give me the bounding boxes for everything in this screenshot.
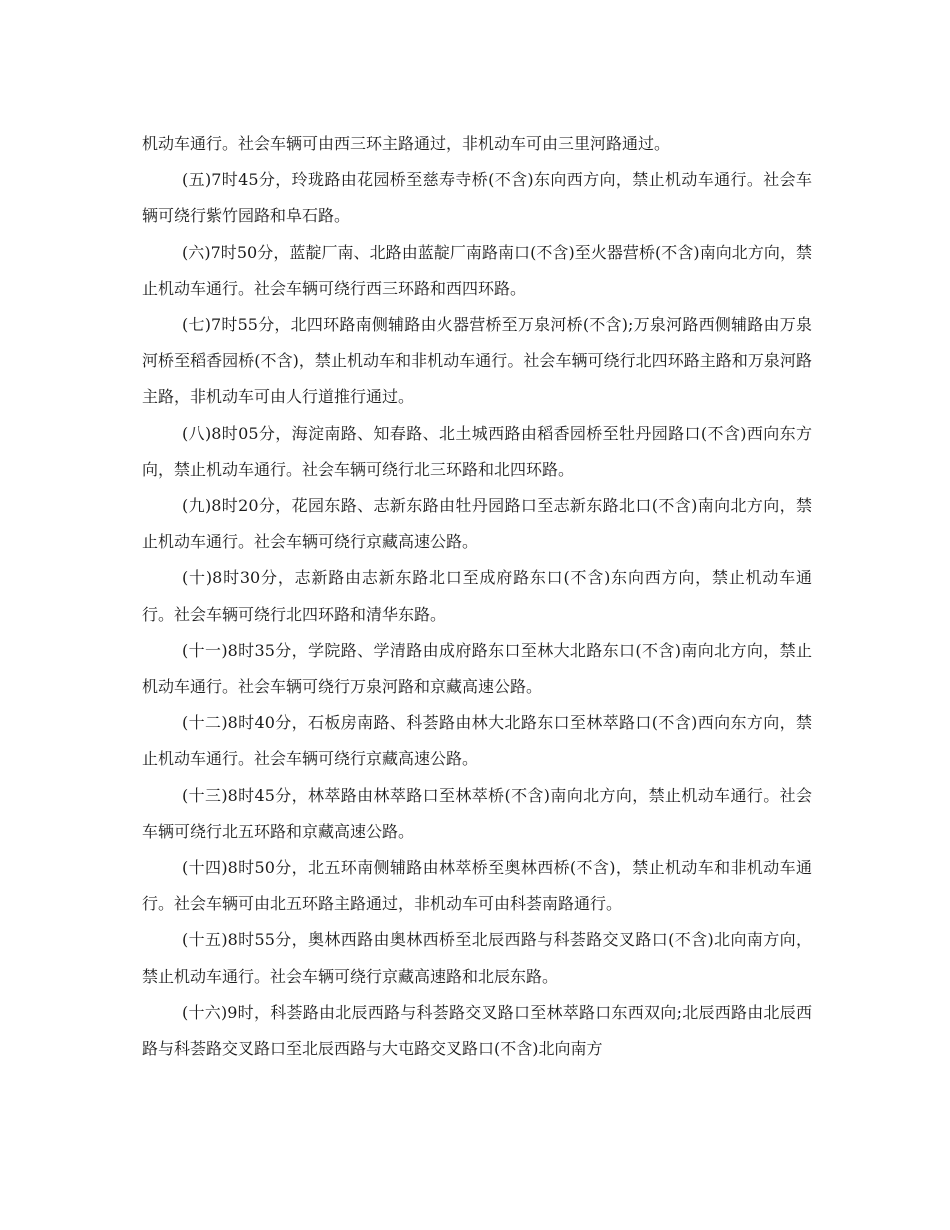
paragraph-item-16: (十六)9时，科荟路由北辰西路与科荟路交叉路口至林萃路口东西双向;北辰西路由北辰西路与科荟路交叉路口至北辰西路与大屯路交叉路口(不含)北向南方 xyxy=(142,1002,812,1059)
paragraph-item-7: (七)7时55分，北四环路南侧辅路由火器营桥至万泉河桥(不含);万泉河路西侧辅路由万泉河桥至稻香园桥(不含)，禁止机动车和非机动车通行。社会车辆可绕行北四环路主路和万泉河路主路，非机动车可由人行道推行通过。 xyxy=(142,315,812,407)
paragraph-item-14: (十四)8时50分，北五环南侧辅路由林萃桥至奥林西桥(不含)，禁止机动车和非机动车通行。社会车辆可由北五环路主路通过，非机动车可由科荟南路通行。 xyxy=(142,858,812,914)
paragraph-item-13: (十三)8时45分，林萃路由林萃路口至林萃桥(不含)南向北方向，禁止机动车通行。社会车辆可绕行北五环路和京藏高速公路。 xyxy=(142,785,812,841)
paragraph-continuation: 机动车通行。社会车辆可由西三环主路通过，非机动车可由三里河路通过。 xyxy=(142,134,671,153)
paragraph-item-9: (九)8时20分，花园东路、志新东路由牡丹园路口至志新东路北口(不含)南向北方向，禁止机动车通行。社会车辆可绕行京藏高速公路。 xyxy=(142,496,812,552)
paragraph-item-8: (八)8时05分，海淀南路、知春路、北土城西路由稻香园桥至牡丹园路口(不含)西向东方向，禁止机动车通行。社会车辆可绕行北三环路和北四环路。 xyxy=(142,423,812,479)
paragraph-item-10: (十)8时30分，志新路由志新东路北口至成府路东口(不含)东向西方向，禁止机动车通行。社会车辆可绕行北四环路和清华东路。 xyxy=(142,568,812,624)
paragraph-item-15: (十五)8时55分，奥林西路由奥林西桥至北辰西路与科荟路交叉路口(不含)北向南方向，禁止机动车通行。社会车辆可绕行京藏高速路和北辰东路。 xyxy=(142,930,812,986)
paragraph-item-5: (五)7时45分，玲珑路由花园桥至慈寿寺桥(不含)东向西方向，禁止机动车通行。社会车辆可绕行紫竹园路和阜石路。 xyxy=(142,170,812,226)
document-body xyxy=(142,126,812,1067)
paragraph-item-6: (六)7时50分，蓝靛厂南、北路由蓝靛厂南路南口(不含)至火器营桥(不含)南向北方向，禁止机动车通行。社会车辆可绕行西三环路和西四环路。 xyxy=(142,242,812,298)
paragraph-item-11: (十一)8时35分，学院路、学清路由成府路东口至林大北路东口(不含)南向北方向，禁止机动车通行。社会车辆可绕行万泉河路和京藏高速公路。 xyxy=(142,640,812,697)
paragraph-item-12: (十二)8时40分，石板房南路、科荟路由林大北路东口至林萃路口(不含)西向东方向，禁止机动车通行。社会车辆可绕行京藏高速公路。 xyxy=(142,713,812,769)
